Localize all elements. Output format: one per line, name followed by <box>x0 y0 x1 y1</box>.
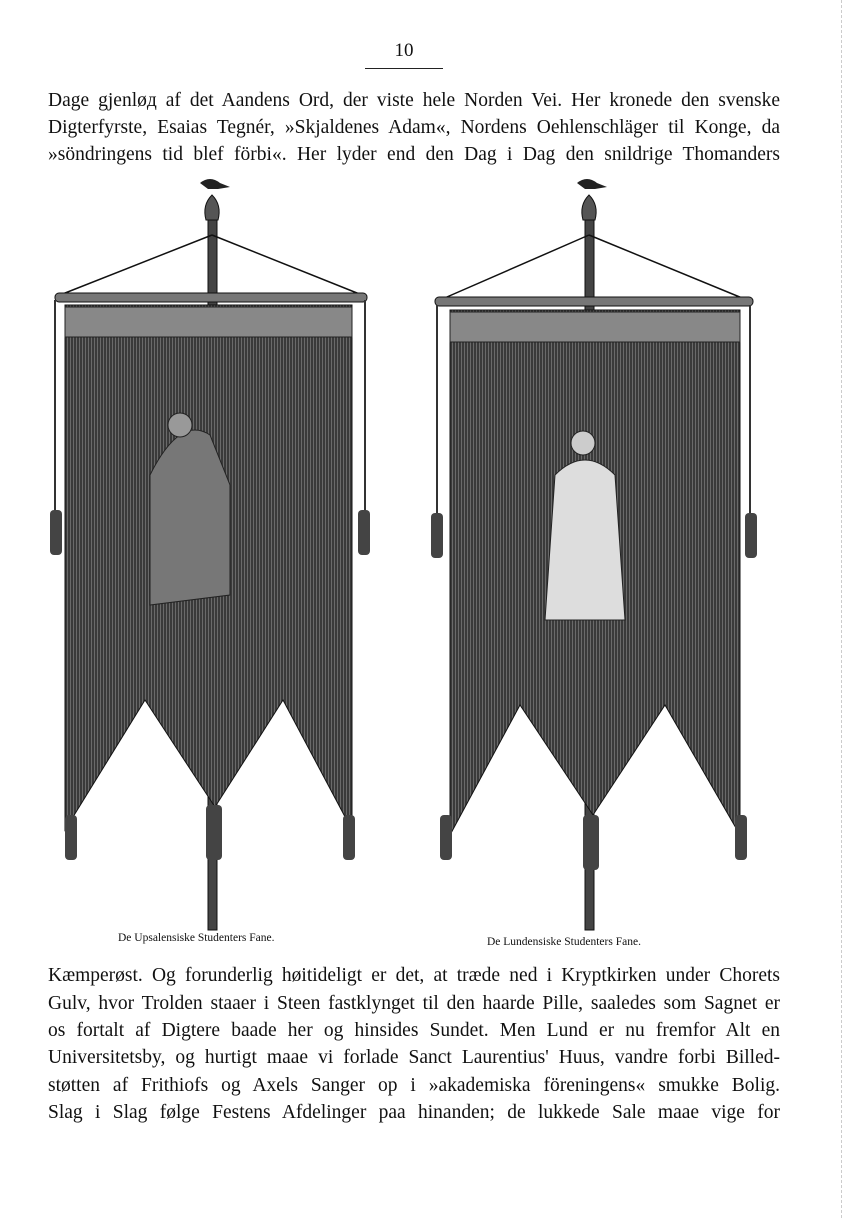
page-number: 10 <box>394 40 414 61</box>
text-line: »söndringens tid blef förbi«. Her lyder end den Dag i Dag den snildrige Thomanders <box>48 144 780 165</box>
figure-caption-lund: De Lundensiske Studenters Fane. <box>487 936 641 948</box>
text-line: Kæmperøst. Og forunderlig høitideligt er det, at træde ned i Kryptkirken under Chorets <box>48 965 780 986</box>
lund-banner-illustration <box>425 175 765 935</box>
text-line: Slag i Slag følge Festens Afdelinger paa hinanden; de lukkede Sale maae vige for <box>48 1102 780 1123</box>
text-line: Gulv, hvor Trolden staaer i Steen fastklynget til den haarde Pille, saaledes som Sagnet er <box>48 993 780 1014</box>
upsala-banner-illustration <box>40 175 380 935</box>
scan-edge <box>841 0 842 1218</box>
text-line: Digterfyrste, Esaias Tegnér, »Skjaldenes Adam«, Nordens Oehlenschläger til Konge, da <box>48 117 780 138</box>
text-line: støtten af Frithiofs og Axels Sanger op i »akademiska föreningens« smukke Bolig. <box>48 1075 780 1096</box>
text-line: Universitetsby, og hurtigt maae vi forlade Sanct Laurentius' Huus, vandre forbi Billed- <box>48 1047 780 1068</box>
page-number-rule <box>365 68 443 69</box>
text-line: os fortalt af Digtere baade her og hinsides Sundet. Men Lund er nu fremfor Alt en <box>48 1020 780 1041</box>
figure-caption-upsala: De Upsalensiske Studenters Fane. <box>118 932 275 944</box>
text-line: Dage gjenløд af det Aandens Ord, der viste hele Norden Vei. Her kronede den svenske <box>48 90 780 111</box>
